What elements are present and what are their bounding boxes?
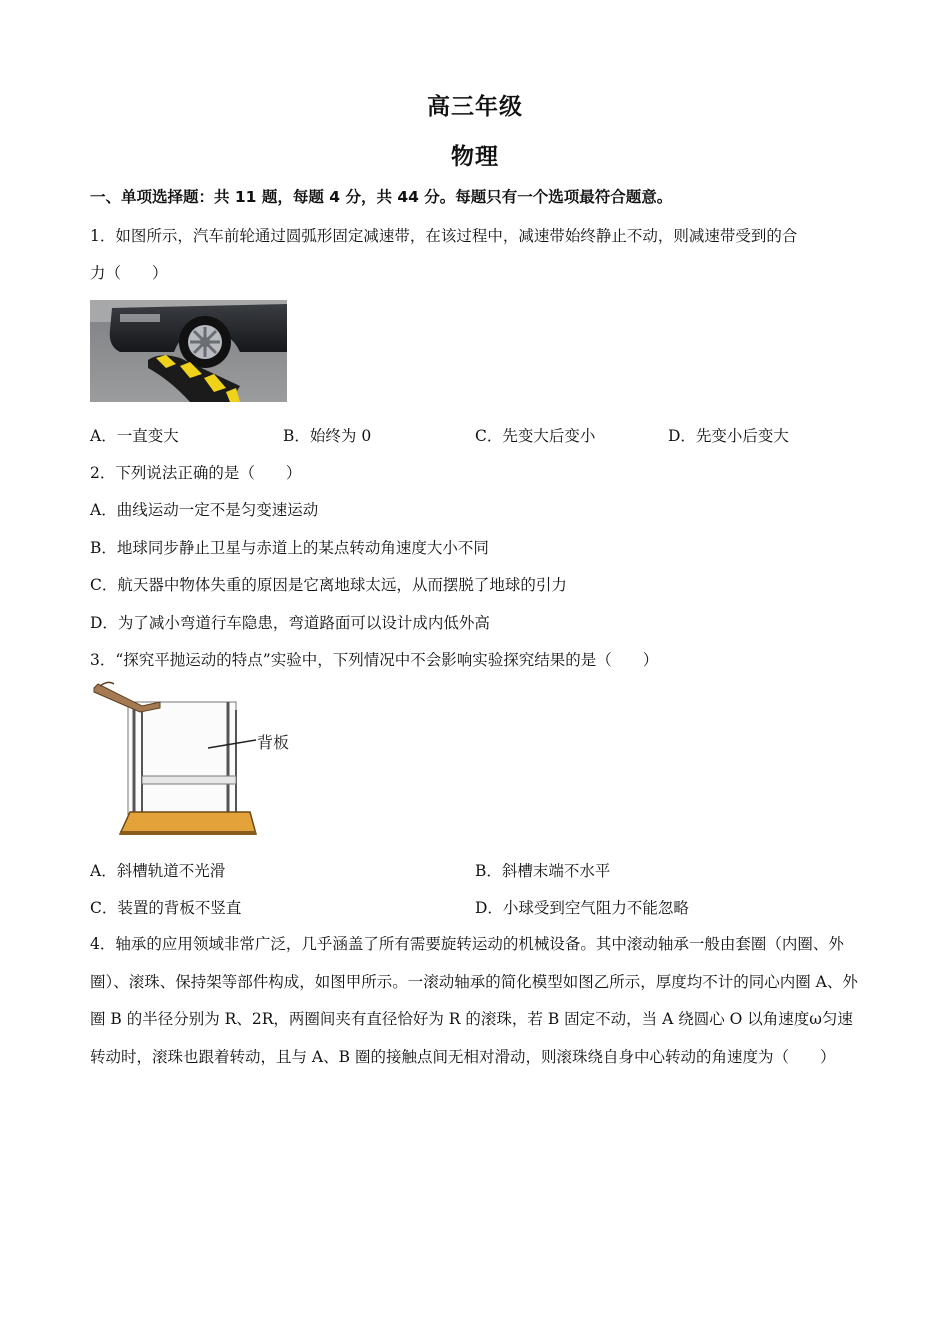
grade-title: 高三年级 — [427, 94, 523, 120]
q2-option-a: A．曲线运动一定不是匀变速运动 — [90, 501, 319, 519]
q3-option-a: A．斜槽轨道不光滑 — [90, 862, 226, 880]
q3-option-c: C．装置的背板不竖直 — [90, 899, 242, 917]
q1-option-d: D．先变小后变大 — [668, 427, 789, 445]
projectile-apparatus-diagram — [90, 680, 300, 840]
section-heading: 一、单项选择题：共 11 题，每题 4 分，共 44 分。每题只有一个选项最符合题意。 — [90, 188, 673, 206]
q1-option-b: B．始终为 0 — [283, 427, 372, 445]
q2-option-c: C．航天器中物体失重的原因是它离地球太远，从而摆脱了地球的引力 — [90, 576, 567, 594]
q2-stem: 2．下列说法正确的是（ ） — [90, 464, 302, 482]
subject-title: 物理 — [451, 144, 499, 170]
q1-stem-line2: 力（ ） — [90, 264, 168, 282]
q1-option-a: A．一直变大 — [90, 427, 179, 445]
speed-bump-photo — [90, 300, 287, 402]
q1-stem-line1: 1．如图所示，汽车前轮通过圆弧形固定减速带，在该过程中，减速带始终静止不动，则减速带受到的合 — [90, 227, 798, 245]
q3-stem: 3．“探究平抛运动的特点”实验中，下列情况中不会影响实验探究结果的是（ ） — [90, 651, 659, 669]
q3-option-b: B．斜槽末端不水平 — [475, 862, 611, 880]
q1-option-c: C．先变大后变小 — [475, 427, 596, 445]
q3-option-d: D．小球受到空气阻力不能忽略 — [475, 899, 689, 917]
q4-stem: 4．轴承的应用领域非常广泛，几乎涵盖了所有需要旋转运动的机械设备。其中滚动轴承一般由套圈（内圈、外圈）、滚珠、保持架等部件构成，如图甲所示。一滚动轴承的简化模型如图乙所示，厚度均不计的同心内圈 A、外圈 B 的半径分别为 R、2R，两圈间夹有直径恰好为 R 的滚珠，若 B 固定不动，当 A 绕圆心 O 以角速度ω匀速转动时，滚珠也跟着转动，且与 A、B 圈的接触点间无相对滑动，则滚珠绕自身中心转动的角速度为（ ） — [90, 935, 858, 1066]
backboard-label: 背板 — [257, 733, 290, 752]
q2-option-d: D．为了减小弯道行车隐患，弯道路面可以设计成内低外高 — [90, 614, 490, 632]
q2-option-b: B．地球同步静止卫星与赤道上的某点转动角速度大小不同 — [90, 539, 489, 557]
